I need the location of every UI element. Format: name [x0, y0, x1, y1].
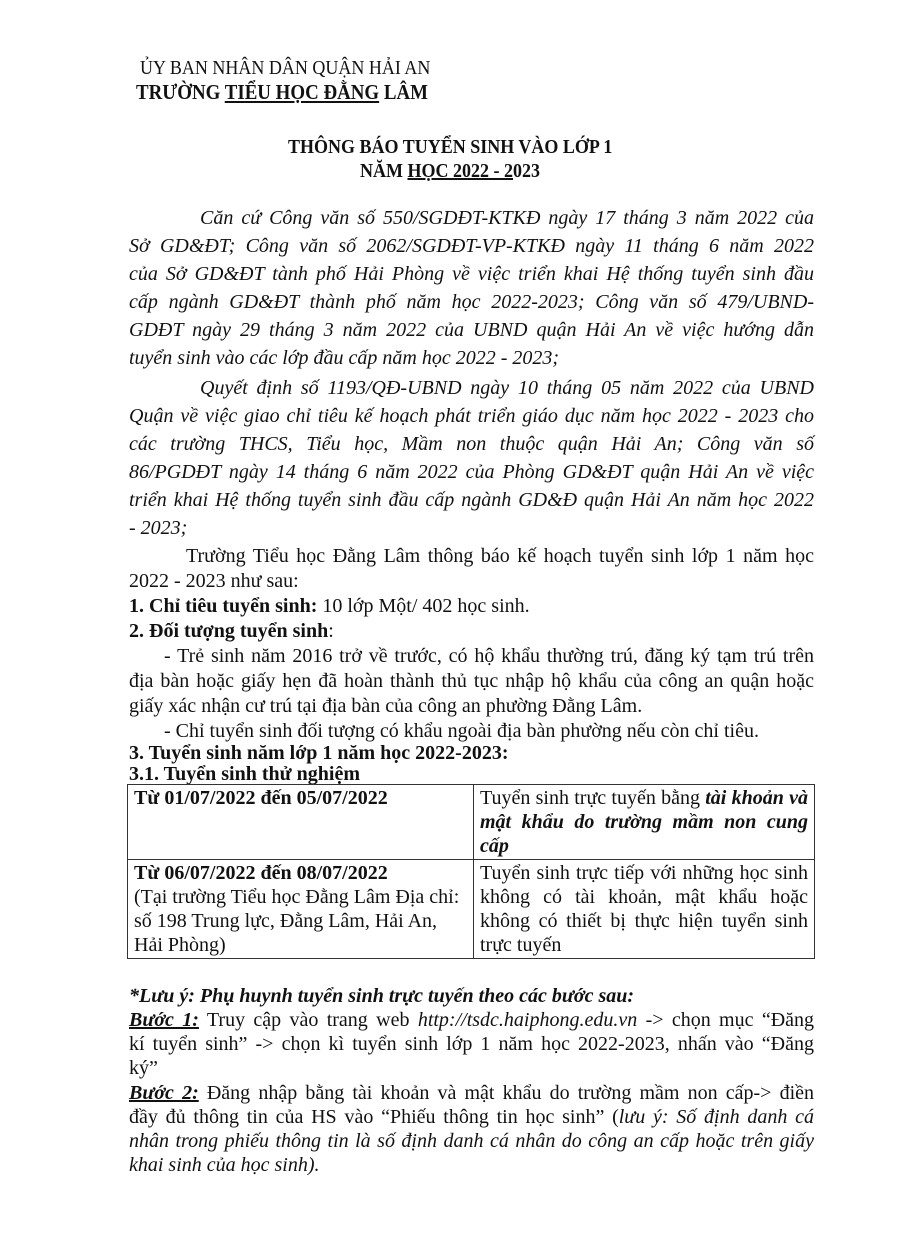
- section-3-1-heading: 3.1. Tuyển sinh thử nghiệm: [129, 763, 360, 785]
- step-2-note: lưu ý: Số định danh cá: [618, 1106, 814, 1128]
- table-row: [128, 785, 815, 860]
- preamble-p1-line: của Sở GD&ĐT tành phố Hải Phòng về việc triển khai Hệ thống tuyển sinh đầu: [129, 263, 814, 285]
- section-1-quota: [129, 594, 530, 618]
- preamble-p2-line: triển khai Hệ thống tuyển sinh đầu cấp ngành GD&Đ quận Hải An năm học 2022: [129, 489, 814, 511]
- step-1-line: kí tuyển sinh” -> chọn kì tuyển sinh lớp 1 năm học 2022-2023, nhấn vào “Đăng: [129, 1033, 814, 1055]
- title-line2-prefix: NĂM: [359, 160, 408, 182]
- step-1-line: ký”: [129, 1057, 158, 1079]
- period-text: Từ 06/07/2022 đến 08/07/2022: [134, 862, 388, 884]
- description-cell: [474, 785, 815, 860]
- step-2-line: nhân trong phiếu thông tin là số định danh cá nhân do công an cấp hoặc trên giấy: [129, 1130, 814, 1152]
- document-title: [0, 135, 900, 159]
- table-row: [128, 860, 815, 959]
- description-text: Tuyển sinh trực tiếp với những học sinh không có tài khoản, mật khẩu hoặc không có thiết bị thực hiện tuyển sinh trực tuyến: [480, 862, 808, 956]
- intro-line: Trường Tiểu học Đằng Lâm thông báo kế hoạch tuyển sinh lớp 1 năm học: [186, 545, 814, 567]
- enrollment-url-link[interactable]: http://tsdc.haiphong.edu.vn: [417, 1009, 638, 1031]
- eligibility-line: - Chỉ tuyển sinh đối tượng có khẩu ngoài địa bàn phường nếu còn chỉ tiêu.: [164, 720, 759, 742]
- description-emphasis: tài khoản và mật khẩu do trường mầm non cung cấp: [480, 787, 808, 857]
- trial-enrollment-table: [127, 784, 815, 959]
- issuing-authority: [140, 56, 463, 80]
- step-2-label: Bước 2:: [129, 1082, 199, 1104]
- section-3-heading: 3. Tuyển sinh năm lớp 1 năm học 2022-2023:: [129, 742, 509, 764]
- section-1-value: 10 lớp Một/ 402 học sinh.: [317, 595, 530, 617]
- section-2-heading-row: [129, 619, 334, 643]
- preamble-p1-line: Căn cứ Công văn số 550/SGDĐT-KTKĐ ngày 17 tháng 3 năm 2022 của: [200, 207, 814, 229]
- step-2-text: Đăng nhập bằng tài khoản và mật khẩu do trường mầm non cấp-> điền: [198, 1082, 815, 1104]
- description-cell: [474, 860, 815, 959]
- step-1-text: Truy cập vào trang web: [198, 1009, 418, 1031]
- eligibility-line: địa bàn hoặc giấy hẹn đã hoàn thành thủ tục nhập hộ khẩu của công an quận hoặc: [129, 670, 814, 692]
- note-heading: *Lưu ý: Phụ huynh tuyển sinh trực tuyến theo các bước sau:: [129, 985, 635, 1007]
- step-1-text: -> chọn mục “Đăng: [637, 1009, 815, 1031]
- school-suffix: LÂM: [379, 80, 428, 104]
- step-1-line: [129, 1008, 814, 1032]
- intro-line: 2022 - 2023 như sau:: [129, 570, 299, 592]
- authority-text: ỦY BAN NHÂN DÂN QUẬN HẢI AN: [140, 57, 431, 79]
- location-text: (Tại trường Tiểu học Đằng Lâm Địa chỉ: số 198 Trung lực, Đằng Lâm, Hải An, Hải Phòng): [134, 886, 460, 956]
- preamble-p1-line: cấp ngành GD&ĐT thành phố năm học 2022-2023; Công văn số 479/UBND-: [129, 291, 814, 313]
- preamble-p1-line: GDĐT ngày 29 tháng 3 năm 2022 của UBND quận Hải An về việc hướng dẫn: [129, 319, 814, 341]
- preamble-p2-line: Quận về việc giao chỉ tiêu kế hoạch phát triển giáo dục năm học 2022 - 2023 cho: [129, 405, 814, 427]
- title-line2-suffix: 023: [512, 160, 540, 182]
- step-1-label: Bước 1:: [129, 1009, 199, 1031]
- preamble-p2-line: các trường THCS, Tiểu học, Mầm non thuộc quận Hải An; Công văn số: [129, 433, 814, 455]
- document-title-year: [0, 159, 900, 183]
- preamble-p1-line: Sở GD&ĐT; Công văn số 2062/SGDĐT-VP-KTKĐ ngày 11 tháng 6 năm 2022: [129, 235, 814, 257]
- step-2-text: đầy đủ thông tin của HS vào “Phiếu thông tin học sinh” (: [129, 1106, 619, 1128]
- section-1-heading: 1. Chỉ tiêu tuyển sinh:: [129, 595, 318, 617]
- period-cell: [128, 785, 474, 860]
- preamble-p2-line: 86/PGDĐT ngày 14 tháng 6 năm 2022 của Phòng GD&ĐT quận Hải An về việc: [129, 461, 814, 483]
- section-2-colon: :: [328, 620, 334, 642]
- title-line2-underlined: HỌC 2022 - 2: [407, 160, 513, 182]
- eligibility-line: - Trẻ sinh năm 2016 trở về trước, có hộ khẩu thường trú, đăng ký tạm trú trên: [164, 645, 814, 667]
- title-line1: THÔNG BÁO TUYỂN SINH VÀO LỚP 1: [287, 136, 613, 158]
- preamble-p1-line: tuyển sinh vào các lớp đầu cấp năm học 2022 - 2023;: [129, 347, 560, 369]
- step-2-line: khai sinh của học sinh).: [129, 1154, 320, 1176]
- period-cell: [128, 860, 474, 959]
- school-name: [136, 80, 460, 104]
- school-underlined: TIỂU HỌC ĐẰNG: [224, 80, 380, 104]
- school-prefix: TRƯỜNG: [136, 80, 225, 104]
- section-2-heading: 2. Đối tượng tuyển sinh: [129, 620, 329, 642]
- preamble-p2-line: Quyết định số 1193/QĐ-UBND ngày 10 tháng 05 năm 2022 của UBND: [200, 377, 814, 399]
- description-text: Tuyển sinh trực tuyến bằng: [480, 787, 706, 809]
- period-text: Từ 01/07/2022 đến 05/07/2022: [134, 787, 388, 809]
- step-2-line: [129, 1105, 814, 1129]
- eligibility-line: giấy xác nhận cư trú tại địa bàn của công an phường Đằng Lâm.: [129, 695, 643, 717]
- step-2-line: [129, 1081, 814, 1105]
- preamble-p2-line: - 2023;: [129, 517, 188, 539]
